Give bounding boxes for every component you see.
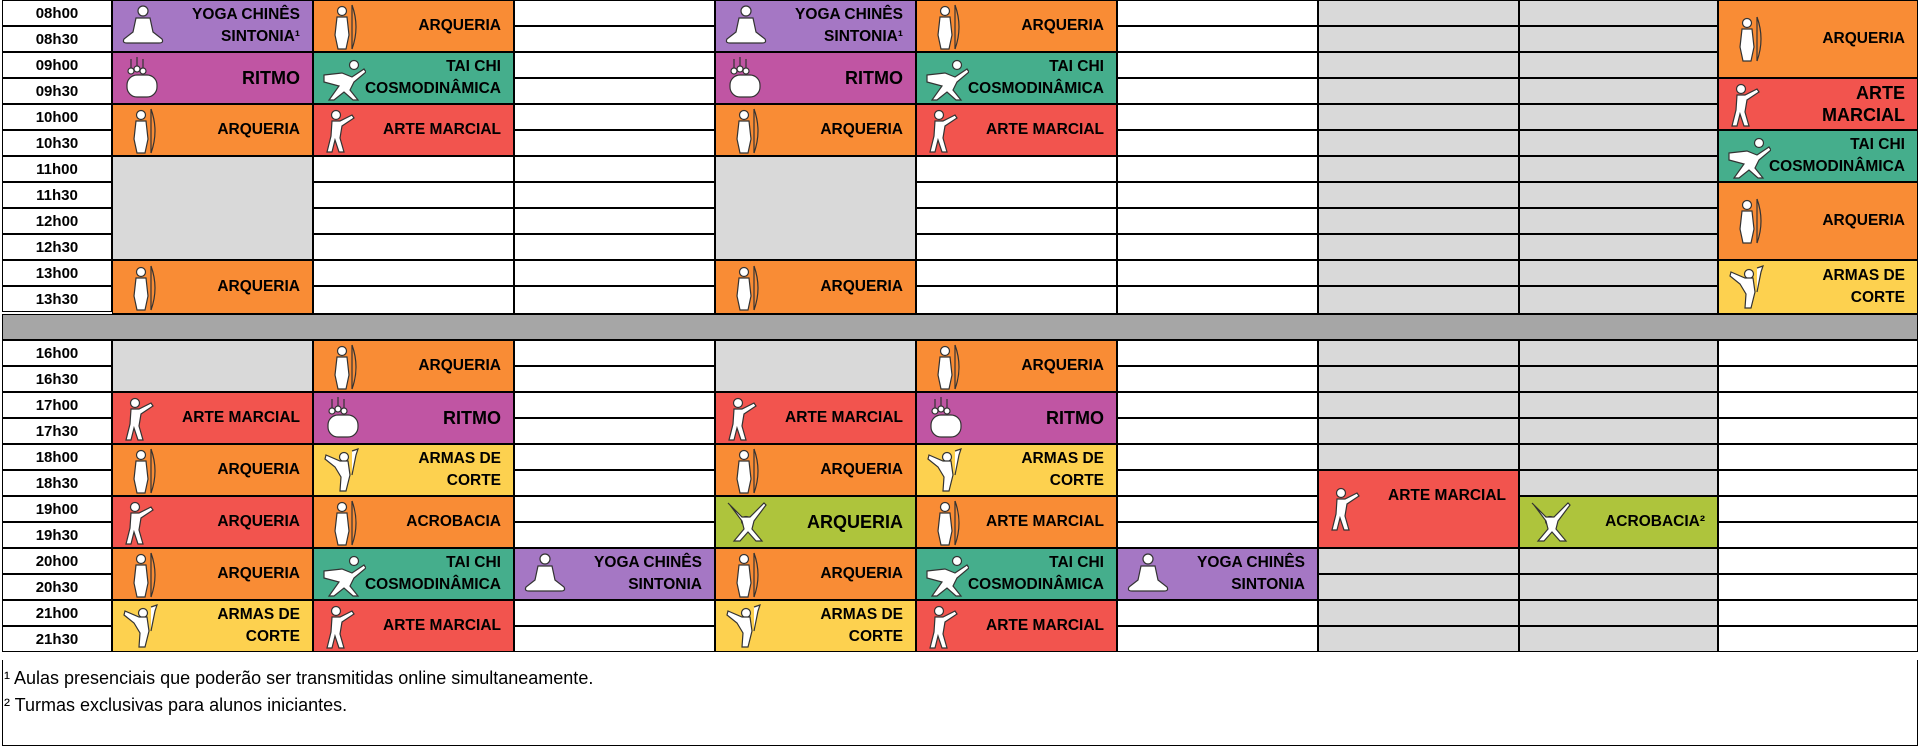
unavailable-slot — [1519, 626, 1718, 652]
empty-slot — [1718, 522, 1918, 548]
martial-arts-icon — [1727, 81, 1771, 129]
empty-slot — [514, 626, 715, 652]
class-block-ritmo — [313, 392, 514, 444]
tai-chi-icon — [322, 55, 366, 103]
archery-icon — [322, 343, 366, 391]
class-block-arte-marcial — [112, 496, 313, 548]
class-label-line: CORTE — [1850, 289, 1905, 306]
empty-slot — [514, 26, 715, 52]
time-label: 16h00 — [2, 340, 112, 366]
martial-arts-icon — [322, 107, 366, 155]
class-label-line: ARQUERIA — [820, 565, 903, 582]
unavailable-slot — [1519, 26, 1718, 52]
empty-slot — [514, 156, 715, 182]
time-label: 19h30 — [2, 522, 112, 548]
unavailable-slot — [1519, 418, 1718, 444]
time-label: 19h00 — [2, 496, 112, 522]
empty-slot — [916, 208, 1117, 234]
unavailable-slot — [1318, 600, 1519, 626]
unavailable-slot — [1318, 130, 1519, 156]
empty-slot — [514, 182, 715, 208]
time-label: 12h30 — [2, 234, 112, 260]
time-label: 10h30 — [2, 130, 112, 156]
empty-slot — [313, 208, 514, 234]
class-block-tai-chi — [313, 52, 514, 104]
unavailable-slot — [1318, 104, 1519, 130]
tai-chi-icon — [1727, 133, 1771, 181]
unavailable-slot — [715, 156, 916, 260]
unavailable-slot — [715, 340, 916, 392]
class-label-line: ARQUERIA — [217, 278, 300, 295]
archery-icon — [1727, 197, 1771, 245]
empty-slot — [514, 444, 715, 470]
class-label-line: ARTE MARCIAL — [383, 617, 501, 634]
unavailable-slot — [1318, 392, 1519, 418]
class-label-line: ARQUERIA — [820, 278, 903, 295]
martial-arts-icon — [724, 395, 768, 443]
time-label: 11h00 — [2, 156, 112, 182]
empty-slot — [514, 260, 715, 286]
unavailable-slot — [1519, 182, 1718, 208]
class-label-line: ARTE MARCIAL — [986, 121, 1104, 138]
unavailable-slot — [1519, 444, 1718, 470]
class-block-arte-marcial — [916, 600, 1117, 652]
class-label-line: ARMAS DE — [217, 606, 300, 623]
class-block-arqueria — [112, 260, 313, 314]
unavailable-slot — [1519, 600, 1718, 626]
empty-slot — [514, 470, 715, 496]
empty-slot — [514, 600, 715, 626]
unavailable-slot — [1318, 260, 1519, 286]
empty-slot — [1117, 260, 1318, 286]
empty-slot — [916, 234, 1117, 260]
unavailable-slot — [1519, 260, 1718, 286]
footnote-1: ¹ Aulas presenciais que poderão ser transmitidas online simultaneamente. — [4, 668, 594, 688]
class-block-arqueria — [715, 548, 916, 600]
empty-slot — [514, 52, 715, 78]
class-block-tai-chi — [313, 548, 514, 600]
empty-slot — [514, 418, 715, 444]
class-label-line: ARTE MARCIAL — [182, 409, 300, 426]
class-label-line: ARQUERIA — [820, 461, 903, 478]
time-label: 08h00 — [2, 0, 112, 26]
archery-icon — [925, 499, 969, 547]
class-label-line: ARTE MARCIAL — [383, 121, 501, 138]
class-label-line: RITMO — [845, 68, 903, 88]
empty-slot — [1718, 444, 1918, 470]
class-label-line: ARTE MARCIAL — [986, 617, 1104, 634]
time-label: 12h00 — [2, 208, 112, 234]
class-label-line: COSMODINÂMICA — [364, 576, 501, 593]
class-label-line: ARQUERIA — [418, 357, 501, 374]
class-label-line: YOGA CHINÊS — [1197, 554, 1305, 571]
drum-icon — [322, 395, 366, 443]
archery-icon — [121, 264, 165, 312]
empty-slot — [1718, 340, 1918, 366]
empty-slot — [514, 522, 715, 548]
class-label-line: ARQUERIA — [1021, 357, 1104, 374]
time-label: 11h30 — [2, 182, 112, 208]
class-label-line: ARTE MARCIAL — [785, 409, 903, 426]
time-label: 09h00 — [2, 52, 112, 78]
unavailable-slot — [1318, 626, 1519, 652]
archery-icon — [121, 447, 165, 495]
archery-icon — [724, 107, 768, 155]
empty-slot — [1718, 366, 1918, 392]
class-label-line: ARQUERIA — [217, 565, 300, 582]
class-label-line: ACROBACIA — [406, 513, 501, 530]
empty-slot — [1117, 392, 1318, 418]
meditation-icon — [121, 3, 165, 51]
empty-slot — [514, 366, 715, 392]
class-label-line: TAI CHI — [1049, 58, 1104, 75]
class-label-line: ARQUERIA — [806, 512, 903, 532]
class-label-line: COSMODINÂMICA — [1768, 158, 1905, 175]
unavailable-slot — [1519, 470, 1718, 496]
class-label-line: ACROBACIA² — [1605, 513, 1705, 530]
class-label-line: ARMAS DE — [820, 606, 903, 623]
unavailable-slot — [1318, 340, 1519, 366]
empty-slot — [1117, 78, 1318, 104]
empty-slot — [1718, 626, 1918, 652]
time-label: 10h00 — [2, 104, 112, 130]
class-block-yoga — [715, 0, 916, 52]
class-label-line: CORTE — [848, 628, 903, 645]
class-block-arte-marcial — [715, 392, 916, 444]
empty-slot — [916, 182, 1117, 208]
class-block-armas — [112, 600, 313, 652]
unavailable-slot — [1318, 234, 1519, 260]
empty-slot — [1718, 470, 1918, 496]
martial-arts-icon — [925, 107, 969, 155]
class-block-arqueria — [916, 0, 1117, 52]
tai-chi-icon — [925, 55, 969, 103]
unavailable-slot — [1519, 392, 1718, 418]
meditation-icon — [1126, 551, 1170, 599]
empty-slot — [1117, 286, 1318, 314]
class-label-line: ARTE MARCIAL — [986, 513, 1104, 530]
unavailable-slot — [1519, 78, 1718, 104]
footnote-2: ² Turmas exclusivas para alunos iniciantes. — [4, 695, 348, 715]
drum-icon — [925, 395, 969, 443]
archery-icon — [322, 499, 366, 547]
class-block-yoga — [514, 548, 715, 600]
archery-icon — [1727, 15, 1771, 63]
empty-slot — [1117, 0, 1318, 26]
class-block-arte-marcial — [916, 104, 1117, 156]
break-separator — [2, 314, 1918, 340]
class-block-arte-marcial — [313, 104, 514, 156]
class-label-line: RITMO — [1046, 408, 1104, 428]
class-label-line: SINTONIA¹ — [824, 28, 903, 45]
archery-icon — [925, 343, 969, 391]
unavailable-slot — [112, 156, 313, 260]
class-label-line: COSMODINÂMICA — [364, 80, 501, 97]
class-block-yoga — [112, 0, 313, 52]
empty-slot — [514, 286, 715, 314]
time-label: 13h30 — [2, 286, 112, 312]
unavailable-slot — [1318, 574, 1519, 600]
empty-slot — [1718, 600, 1918, 626]
class-block-arte-marcial — [313, 600, 514, 652]
empty-slot — [1117, 156, 1318, 182]
time-label: 17h00 — [2, 392, 112, 418]
empty-slot — [1117, 52, 1318, 78]
class-label-line: CORTE — [245, 628, 300, 645]
time-label: 20h00 — [2, 548, 112, 574]
empty-slot — [1117, 104, 1318, 130]
empty-slot — [1718, 548, 1918, 574]
empty-slot — [313, 260, 514, 286]
empty-slot — [514, 496, 715, 522]
class-block-tai-chi — [916, 52, 1117, 104]
time-label: 18h00 — [2, 444, 112, 470]
unavailable-slot — [1519, 574, 1718, 600]
class-label-line: ARQUERIA — [217, 461, 300, 478]
unavailable-slot — [1519, 208, 1718, 234]
archery-icon — [724, 264, 768, 312]
unavailable-slot — [1318, 548, 1519, 574]
class-block-armas — [715, 600, 916, 652]
empty-slot — [1718, 418, 1918, 444]
class-block-arqueria — [313, 340, 514, 392]
class-block-arte-marcial — [1718, 78, 1918, 130]
time-label: 21h30 — [2, 626, 112, 652]
empty-slot — [1718, 496, 1918, 522]
class-block-arqueria — [715, 444, 916, 496]
empty-slot — [313, 286, 514, 314]
tai-chi-icon — [925, 551, 969, 599]
class-block-ritmo — [916, 392, 1117, 444]
meditation-icon — [523, 551, 567, 599]
time-label: 16h30 — [2, 366, 112, 392]
class-block-armas — [916, 444, 1117, 496]
class-block-arqueria — [313, 496, 514, 548]
class-block-arqueria — [313, 0, 514, 52]
unavailable-slot — [1318, 366, 1519, 392]
empty-slot — [1718, 574, 1918, 600]
unavailable-slot — [1519, 104, 1718, 130]
sword-icon — [121, 603, 165, 651]
time-label: 08h30 — [2, 26, 112, 52]
empty-slot — [514, 0, 715, 26]
class-label-line: COSMODINÂMICA — [967, 576, 1104, 593]
class-label-line: COSMODINÂMICA — [967, 80, 1104, 97]
empty-slot — [514, 340, 715, 366]
unavailable-slot — [1318, 0, 1519, 26]
class-block-arqueria — [112, 444, 313, 496]
unavailable-slot — [1519, 340, 1718, 366]
empty-slot — [514, 208, 715, 234]
archery-icon — [121, 551, 165, 599]
archery-icon — [925, 3, 969, 51]
class-label-line: ARQUERIA — [820, 121, 903, 138]
unavailable-slot — [1318, 208, 1519, 234]
empty-slot — [1117, 444, 1318, 470]
unavailable-slot — [1318, 418, 1519, 444]
class-label-line: ARTE MARCIAL — [1388, 487, 1506, 504]
class-block-ritmo — [715, 52, 916, 104]
class-block-arte-marcial — [1318, 470, 1519, 548]
class-block-yoga — [1117, 548, 1318, 600]
meditation-icon — [724, 3, 768, 51]
class-block-arqueria — [715, 104, 916, 156]
empty-slot — [514, 130, 715, 156]
class-block-tai-chi — [1718, 130, 1918, 182]
class-block-ritmo — [112, 52, 313, 104]
martial-arts-icon — [121, 499, 165, 547]
empty-slot — [1117, 418, 1318, 444]
empty-slot — [916, 286, 1117, 314]
class-label-line: ARQUERIA — [418, 17, 501, 34]
class-block-armas — [313, 444, 514, 496]
class-label-line: ARMAS DE — [1822, 267, 1905, 284]
empty-slot — [1117, 626, 1318, 652]
class-block-acrobacia — [1519, 496, 1718, 548]
class-label-line: ARQUERIA — [1822, 212, 1905, 229]
unavailable-slot — [1519, 156, 1718, 182]
unavailable-slot — [1318, 156, 1519, 182]
class-label-line: TAI CHI — [446, 554, 501, 571]
empty-slot — [313, 182, 514, 208]
sword-icon — [1727, 264, 1771, 312]
class-block-arte-marcial — [112, 392, 313, 444]
archery-icon — [322, 3, 366, 51]
empty-slot — [514, 234, 715, 260]
unavailable-slot — [1318, 26, 1519, 52]
martial-arts-icon — [1327, 485, 1371, 533]
class-block-arqueria — [1718, 182, 1918, 260]
class-label-line: CORTE — [1049, 472, 1104, 489]
archery-icon — [724, 447, 768, 495]
empty-slot — [916, 156, 1117, 182]
unavailable-slot — [1519, 234, 1718, 260]
empty-slot — [1117, 26, 1318, 52]
empty-slot — [514, 78, 715, 104]
class-label-line: TAI CHI — [1850, 136, 1905, 153]
class-block-tai-chi — [916, 548, 1117, 600]
class-block-arqueria — [916, 340, 1117, 392]
unavailable-slot — [1318, 444, 1519, 470]
class-block-arqueria — [916, 496, 1117, 548]
class-label-line: TAI CHI — [1049, 554, 1104, 571]
martial-arts-icon — [121, 395, 165, 443]
empty-slot — [1117, 130, 1318, 156]
empty-slot — [1718, 392, 1918, 418]
class-block-arqueria — [715, 260, 916, 314]
archery-icon — [121, 107, 165, 155]
empty-slot — [1117, 234, 1318, 260]
martial-arts-icon — [322, 603, 366, 651]
unavailable-slot — [1519, 0, 1718, 26]
class-label-line: TAI CHI — [446, 58, 501, 75]
archery-icon — [724, 551, 768, 599]
empty-slot — [313, 156, 514, 182]
acrobat-icon — [724, 499, 768, 547]
empty-slot — [1117, 496, 1318, 522]
time-label: 18h30 — [2, 470, 112, 496]
empty-slot — [1117, 182, 1318, 208]
class-label-line: RITMO — [242, 68, 300, 88]
unavailable-slot — [1519, 286, 1718, 314]
empty-slot — [514, 104, 715, 130]
class-label-line: SINTONIA — [1231, 576, 1305, 593]
empty-slot — [1117, 600, 1318, 626]
time-label: 17h30 — [2, 418, 112, 444]
class-label-line: CORTE — [446, 472, 501, 489]
class-label-line: SINTONIA¹ — [221, 28, 300, 45]
class-block-armas — [1718, 260, 1918, 314]
class-label-line: YOGA CHINÊS — [192, 6, 300, 23]
drum-icon — [724, 55, 768, 103]
unavailable-slot — [1318, 78, 1519, 104]
class-label-line: YOGA CHINÊS — [795, 6, 903, 23]
class-label-line: ARQUERIA — [1021, 17, 1104, 34]
acrobat-icon — [1528, 499, 1572, 547]
class-block-arqueria — [1718, 0, 1918, 78]
empty-slot — [1117, 522, 1318, 548]
unavailable-slot — [1519, 130, 1718, 156]
empty-slot — [1117, 470, 1318, 496]
time-label: 21h00 — [2, 600, 112, 626]
class-label-line: ARQUERIA — [1822, 30, 1905, 47]
drum-icon — [121, 55, 165, 103]
sword-icon — [724, 603, 768, 651]
empty-slot — [1117, 366, 1318, 392]
time-label: 20h30 — [2, 574, 112, 600]
class-label-line: ARQUERIA — [217, 513, 300, 530]
class-block-acrobacia — [715, 496, 916, 548]
time-label: 13h00 — [2, 260, 112, 286]
tai-chi-icon — [322, 551, 366, 599]
sword-icon — [925, 447, 969, 495]
sword-icon — [322, 447, 366, 495]
unavailable-slot — [1318, 182, 1519, 208]
class-label-line: YOGA CHINÊS — [594, 554, 702, 571]
class-label-line: SINTONIA — [628, 576, 702, 593]
unavailable-slot — [1519, 548, 1718, 574]
unavailable-slot — [1318, 286, 1519, 314]
class-label-line: ARMAS DE — [418, 450, 501, 467]
empty-slot — [514, 392, 715, 418]
empty-slot — [313, 234, 514, 260]
class-block-arqueria — [112, 104, 313, 156]
time-label: 09h30 — [2, 78, 112, 104]
class-label-line: ARMAS DE — [1021, 450, 1104, 467]
unavailable-slot — [1519, 366, 1718, 392]
empty-slot — [916, 260, 1117, 286]
class-label-line: ARQUERIA — [217, 121, 300, 138]
empty-slot — [1117, 208, 1318, 234]
class-label-line: RITMO — [443, 408, 501, 428]
unavailable-slot — [112, 340, 313, 392]
class-label-line: ARTE MARCIAL — [1822, 83, 1905, 125]
unavailable-slot — [1318, 52, 1519, 78]
class-block-arqueria — [112, 548, 313, 600]
martial-arts-icon — [925, 603, 969, 651]
unavailable-slot — [1519, 52, 1718, 78]
empty-slot — [1117, 340, 1318, 366]
